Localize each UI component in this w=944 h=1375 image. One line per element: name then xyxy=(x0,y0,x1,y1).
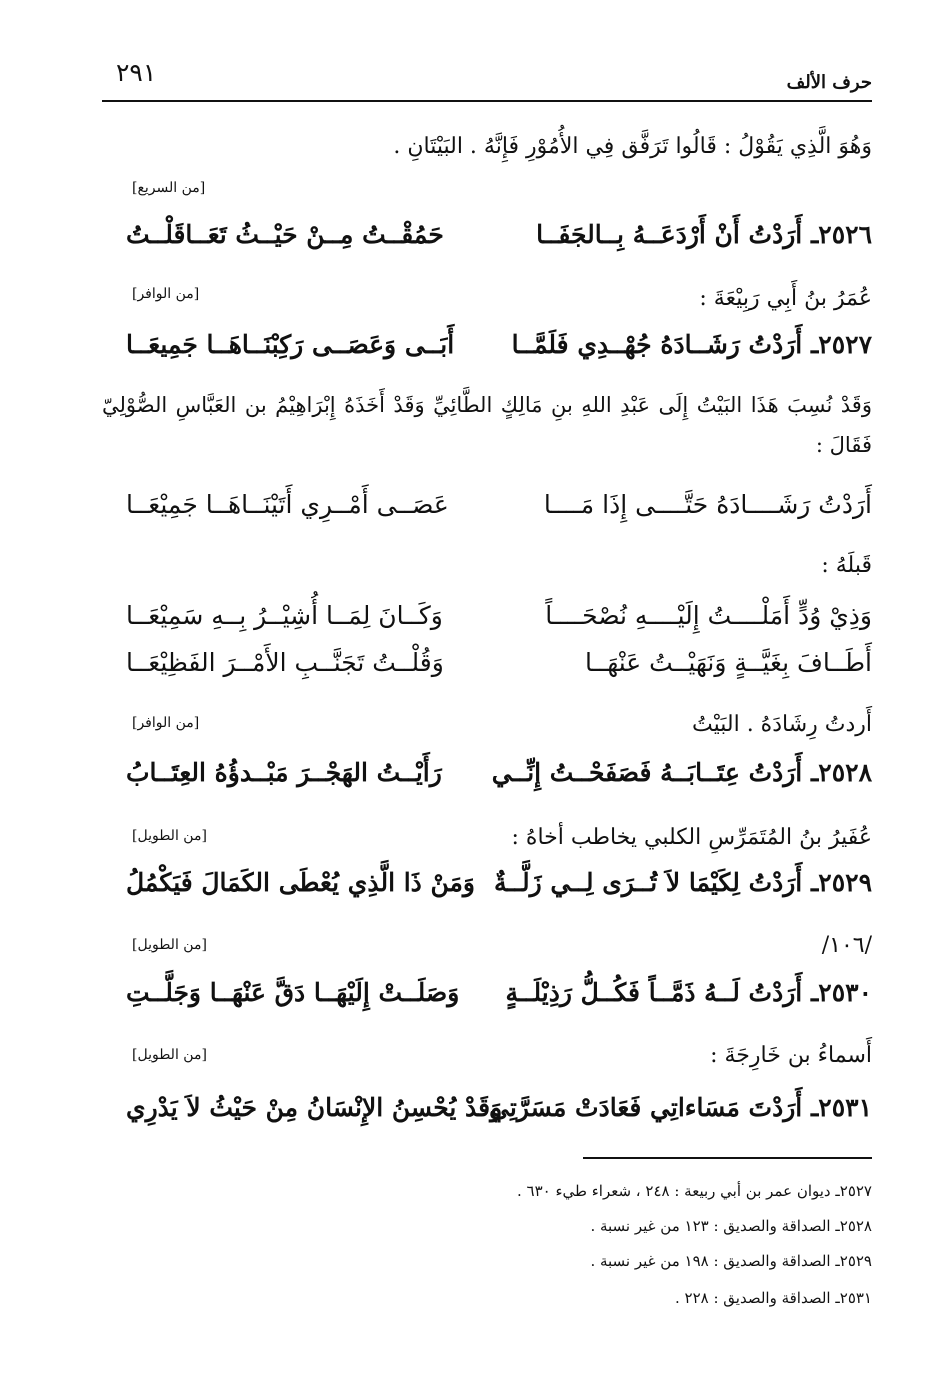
verse-hemistich-first: ٢٥٣١ـ أَرَدْتَ مَسَاءاتِي فَعَادَتْ مَسَرَّتِي xyxy=(489,1093,872,1122)
verse-hemistich-second: وَقُلْــتُ تَجَنَّــبِ الأَمْــرَ الفَظِيْعَــا xyxy=(126,648,444,677)
verse-2527 xyxy=(126,330,872,374)
meter-label: [من الوافر] xyxy=(132,715,200,731)
verse-2526 xyxy=(126,220,872,264)
verse-hemistich-second: حَمُقْــتُ مِــنْ حَيْــثُ تَعَــاقَلْــتُ xyxy=(126,220,444,249)
footnote-rule xyxy=(583,1157,872,1159)
verse-2529 xyxy=(126,868,872,912)
verse-hemistich-second: عَصَــى أَمْــرِي أَتَيْنَــاهَــا جَمِيْعَــا xyxy=(126,490,449,519)
verse-suli-1 xyxy=(126,490,872,534)
verse-hemistich-first: ٢٥٢٩ـ أَرَدْتُ لِكَيْمَا لاَ تُــرَى لِــي زَلَّــةٌ xyxy=(493,868,872,897)
incipit-line: أَردتُ رِشَادَهُ . البَيْتُ xyxy=(692,712,872,737)
poet-line: أَسماءُ بن خَارِجَةَ : xyxy=(710,1043,872,1068)
verse-hemistich-first: وَذِيْ وُدٍّ أَمَلْــــتُ إِلَيْــــهِ نُصْحَــــاً xyxy=(545,601,872,630)
verse-suli-3 xyxy=(126,648,872,692)
footnote: ٢٥٢٧ـ ديوان عمر بن أبي ربيعة : ٢٤٨ ، شعراء طيء ٦٣٠ . xyxy=(516,1182,872,1200)
page-number: ٢٩١ xyxy=(116,58,157,87)
footnote: ٢٥٢٩ـ الصداقة والصديق : ١٩٨ من غير نسبة . xyxy=(590,1252,872,1270)
verse-hemistich-second: أَبَــى وَعَصَــى رَكِبْنَــاهَــا جَمِيعَــا xyxy=(126,330,455,359)
attribution-paragraph: وَقَدْ نُسِبَ هَذَا البَيْتُ إِلَى عَبْدِ اللهِ بنِ مَالِكٍ الطَّائِيِّ وَقَدْ أَخَذَهُ إِبْرَاهِيْمُ بن العَبَّاسِ الصُّوْلِيّ فَقَالَ : xyxy=(102,393,872,457)
meter-label: [من السريع] xyxy=(132,180,206,196)
verse-2531 xyxy=(126,1093,872,1137)
verse-2530 xyxy=(126,978,872,1022)
verse-hemistich-second: وَكَــانَ لِمَــا أُشِيْــرُ بِــهِ سَمِيْعَــا xyxy=(126,601,443,630)
verse-hemistich-first: أَرَدْتُ رَشَــــادَهُ حَتَّــــى إِذَا مَــــا xyxy=(543,490,872,519)
verse-hemistich-second: رَأَيْــتُ الهَجْــرَ مَبْــدؤُهُ العِتَــابُ xyxy=(126,758,442,787)
verse-hemistich-first: ٢٥٢٨ـ أَرَدْتُ عِتَــابَــهُ فَصَفَحْــتُ إِنِّــي xyxy=(491,758,872,787)
verse-2528 xyxy=(126,758,872,802)
verse-hemistich-first: ٢٥٢٧ـ أَرَدْتُ رَشَــادَهُ جُهْــدِي فَلَمَّــا xyxy=(511,330,872,359)
meter-label: [من الطويل] xyxy=(132,937,207,953)
section-title: حرف الألف xyxy=(786,72,872,93)
poet-line: عُفَيرُ بنُ المُتَمَرِّسِ الكلبي يخاطب أخاهُ : xyxy=(511,825,872,850)
verse-hemistich-first: ٢٥٢٦ـ أَرَدْتُ أَنْ أَرْدَعَــهُ بِــالجَفَــا xyxy=(536,220,872,249)
qablahu-line: قَبلَهُ : xyxy=(821,553,872,578)
footnote: ٢٥٣١ـ الصداقة والصديق : ٢٢٨ . xyxy=(674,1289,872,1307)
verse-hemistich-first: ٢٥٣٠ـ أَرَدْتُ لَــهُ ذَمَّــاً فَكُــلُّ رَذِيْلَــةٍ xyxy=(505,978,872,1007)
verse-suli-2 xyxy=(126,601,872,645)
header-rule xyxy=(102,100,872,102)
folio-mark: /١٠٦/ xyxy=(821,933,872,958)
footnote: ٢٥٢٨ـ الصداقة والصديق : ١٢٣ من غير نسبة . xyxy=(590,1217,872,1235)
verse-hemistich-second: وَمَنْ ذَا الَّذِي يُعْطَى الكَمَالَ فَيَكْمُلُ xyxy=(126,868,475,897)
page-header xyxy=(102,58,872,94)
verse-hemistich-second: وَصَلَــتْ إِلَيْهَــا دَقَّ عَنْهَــا وَجَلَّــتِ xyxy=(126,978,460,1007)
verse-hemistich-first: أَطَــافَ بِغَيَّــةٍ وَنَهَيْــتُ عَنْهَــا xyxy=(584,648,872,677)
intro-line: وَهُوَ الَّذِي يَقُوْلُ : قَالُوا تَرَفَّق فِي الأُمُوْرِ فَإِنَّهُ . البَيْتَانِ . xyxy=(393,134,872,159)
meter-label: [من الطويل] xyxy=(132,828,207,844)
meter-label: [من الوافر] xyxy=(132,286,200,302)
poet-line: عُمَرُ بنُ أَبِي رَبِيْعَةَ : xyxy=(699,286,872,311)
meter-label: [من الطويل] xyxy=(132,1047,207,1063)
verse-hemistich-second: وَقَدْ يُحْسِنُ الإِنْسَانُ مِنْ حَيْثُ لاَ يَدْرِي xyxy=(126,1093,503,1122)
